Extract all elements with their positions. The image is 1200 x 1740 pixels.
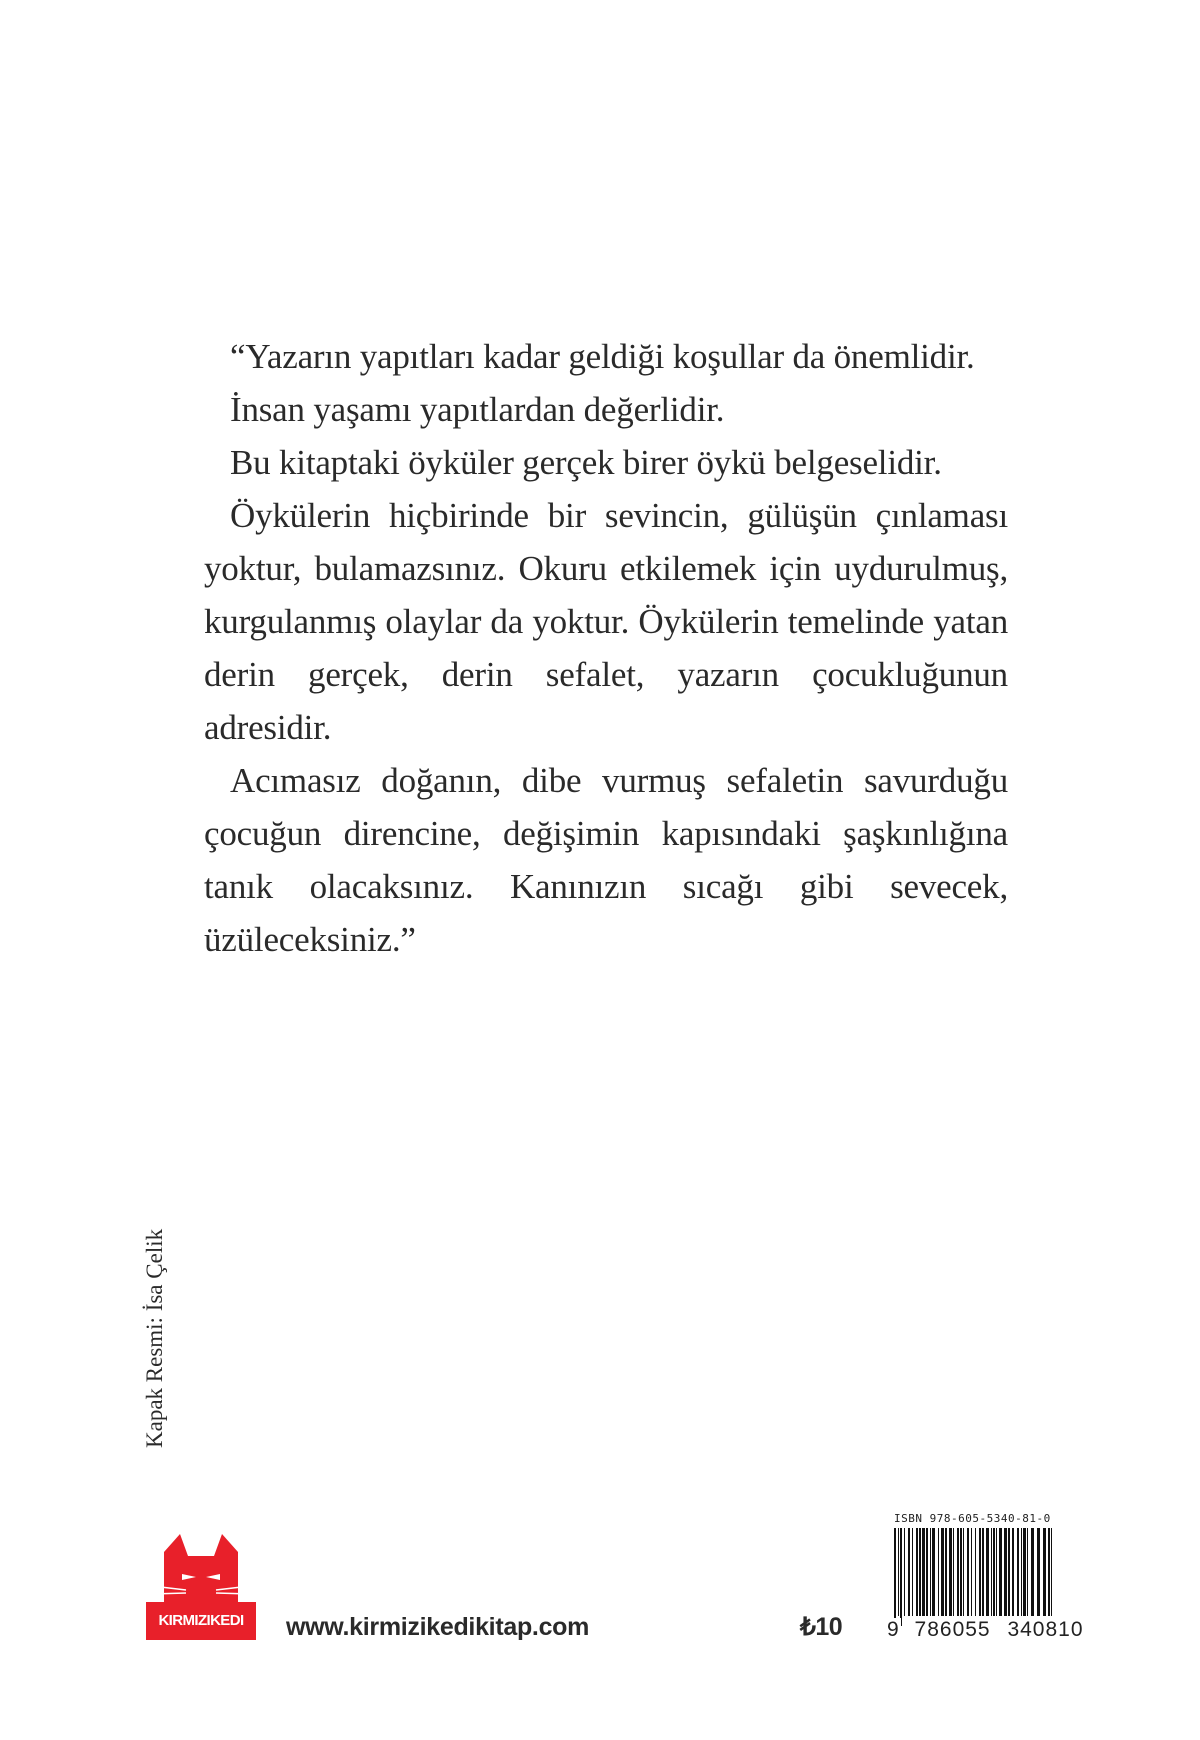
barcode-bar [971, 1528, 972, 1616]
barcode-bar [898, 1528, 899, 1616]
ean-right-group: 340810 [1007, 1618, 1084, 1641]
barcode-bar [1037, 1528, 1040, 1616]
barcode-bar [1004, 1528, 1007, 1616]
barcode-bar [960, 1528, 962, 1616]
barcode-bar [941, 1528, 944, 1616]
blurb-paragraph: Öykülerin hiçbirinde bir sevincin, gülüşün çınlaması yoktur, bulamazsınız. Okuru etkilemek için uydurulmuş, kurgulanmış olaylar da yoktur. Öykülerin temelinde yatan derin gerçek, derin sefalet, yazarın çocukluğunun adresidir. [204, 496, 1008, 747]
blurb-paragraph: Acımasız doğanın, dibe vurmuş sefaletin savurduğu çocuğun direncine, değişimin kapısındaki şaşkınlığına tanık olacaksınız. Kanınızın sıcağı gibi sevecek, üzüleceksiniz.” [204, 761, 1008, 959]
barcode-bar [904, 1528, 905, 1616]
barcode-bar [1051, 1528, 1052, 1616]
barcode-bar [1021, 1528, 1022, 1616]
barcode-bar [945, 1528, 947, 1616]
barcode-bar [982, 1528, 984, 1616]
blurb-text [204, 330, 1008, 966]
barcode-bar [932, 1528, 935, 1616]
barcode-bar [908, 1528, 910, 1616]
barcode-bar [900, 1528, 902, 1626]
isbn-label: ISBN 978-605-5340-81-0 [894, 1512, 1051, 1525]
blurb-paragraph: Bu kitaptaki öyküler gerçek birer öykü belgeselidir. [230, 443, 942, 482]
barcode-bar [1043, 1528, 1046, 1616]
barcode-bar [894, 1528, 896, 1626]
barcode-bar [996, 1528, 997, 1616]
publisher-website: www.kirmizikedikitap.com [286, 1613, 590, 1641]
barcode-bar [993, 1528, 995, 1616]
barcode-bar [926, 1528, 928, 1616]
barcode-bar [919, 1528, 921, 1616]
blurb-paragraph: İnsan yaşamı yapıtlardan değerlidir. [230, 390, 725, 429]
price-label: ₺10 [800, 1613, 843, 1641]
barcode-bar [916, 1528, 918, 1616]
ean-first-digit: 9 [887, 1618, 900, 1641]
barcode-bar [999, 1528, 1002, 1616]
barcode-bar [949, 1528, 952, 1616]
barcode-bar [922, 1528, 925, 1616]
barcode-bar [979, 1528, 981, 1616]
barcode-bars [890, 1528, 1058, 1626]
barcode-bar [963, 1528, 964, 1616]
barcode-bar [938, 1528, 939, 1616]
barcode-bar [1008, 1528, 1010, 1616]
barcode-bar [1012, 1528, 1014, 1616]
barcode-bar [1048, 1528, 1050, 1616]
barcode-bar [975, 1528, 976, 1616]
cover-illustration-credit: Kapak Resmi: İsa Çelik [142, 1228, 167, 1448]
publisher-logo [146, 1530, 256, 1640]
barcode-bar [930, 1528, 931, 1616]
barcode-bar [953, 1528, 954, 1616]
publisher-logo-text: KIRMIZIKEDI [158, 1612, 244, 1629]
blurb-paragraph: “Yazarın yapıtları kadar geldiği koşullar da önemlidir. [230, 337, 975, 376]
barcode-bar [1027, 1528, 1028, 1616]
ean-left-group: 786055 [914, 1618, 991, 1641]
ean-digits [886, 1618, 1084, 1642]
barcode-bar [986, 1528, 989, 1616]
barcode-bar [912, 1528, 913, 1616]
barcode-bar [1017, 1528, 1019, 1616]
barcode-bar [991, 1528, 992, 1616]
barcode-bar [957, 1528, 959, 1616]
isbn-barcode [886, 1512, 1084, 1644]
barcode-bar [1031, 1528, 1034, 1616]
barcode-bar [967, 1528, 969, 1616]
barcode-bar [1023, 1528, 1026, 1616]
